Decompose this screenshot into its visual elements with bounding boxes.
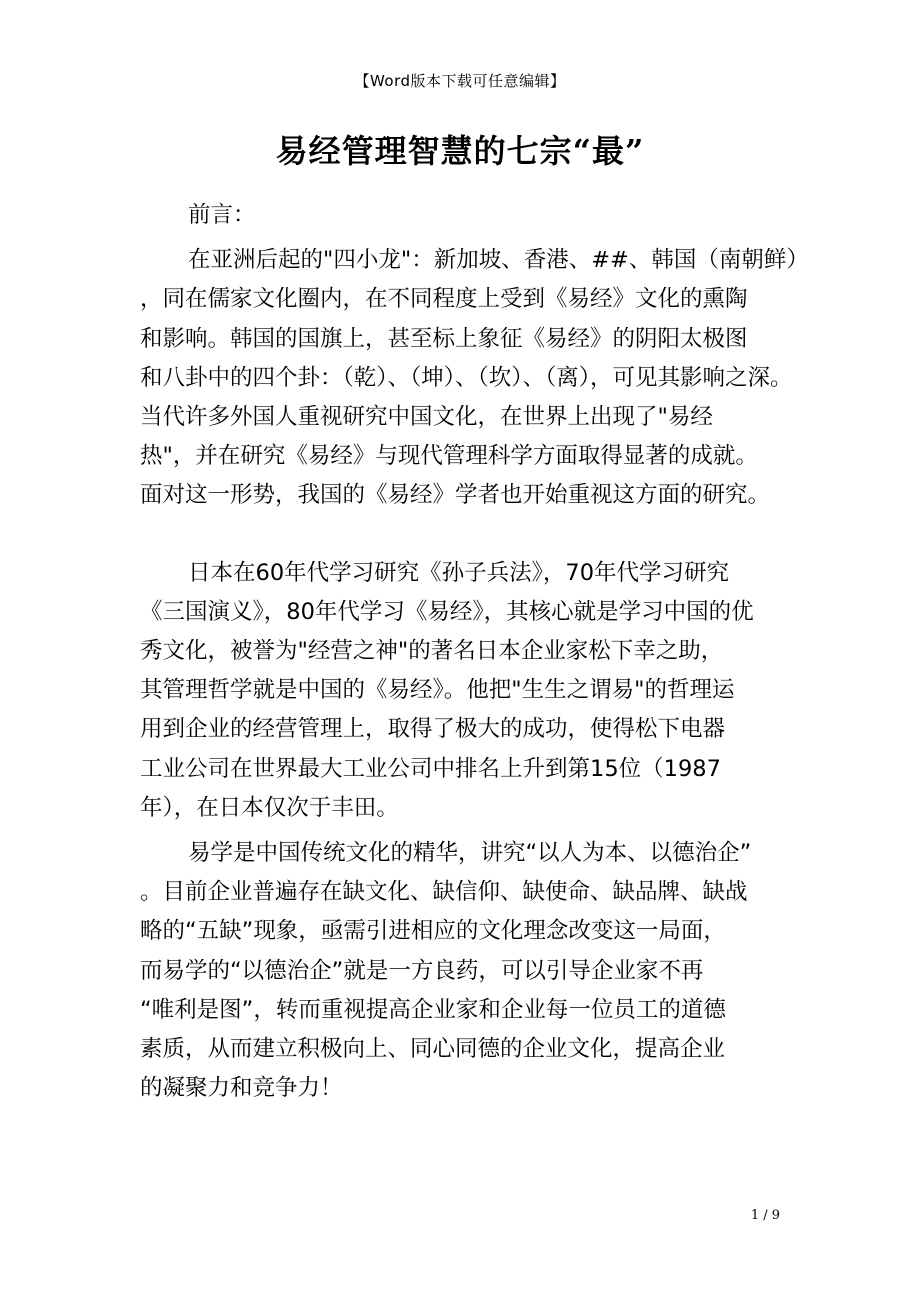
paragraph-japan [140,554,800,828]
paragraph-line: 易学是中国传统文化的精华，讲究“以人为本、以德治企” [188,840,752,867]
page-header-banner: 【Word版本下载可任意编辑】 [354,72,566,90]
paragraph-line: 的凝聚力和竞争力！ [140,1075,343,1102]
paragraph-line: 。目前企业普遍存在缺文化、缺信仰、缺使命、缺品牌、缺战 [140,879,748,906]
document-title: 易经管理智慧的七宗“最” [275,132,645,170]
paragraph-line: 用到企业的经营管理上，取得了极大的成功，使得松下电器 [140,716,726,743]
paragraph-line: 秀文化，被誉为"经营之神"的著名日本企业家松下幸之助， [140,638,724,665]
paragraph-line: ，同在儒家文化圈内，在不同程度上受到《易经》文化的熏陶 [140,286,748,313]
preface-label-paragraph [140,196,800,235]
paragraph-line: 当代许多外国人重视研究中国文化，在世界上出现了"易经 [140,404,713,431]
paragraph-line: 面对这一形势，我国的《易经》学者也开始重视这方面的研究。 [140,482,771,509]
paragraph-line: 和影响。韩国的国旗上，甚至标上象征《易经》的阴阳太极图 [140,325,748,352]
document-body [140,196,809,1108]
paragraph-line: “唯利是图”，转而重视提高企业家和企业每一位员工的道德 [140,996,726,1023]
paragraph-line: 日本在60年代学习研究《孙子兵法》，70年代学习研究 [188,559,730,586]
paragraph-asia-dragons [140,241,809,515]
paragraph-line: 素质，从而建立积极向上、同心同德的企业文化，提高企业 [140,1036,726,1063]
paragraph-line: 热"，并在研究《易经》与现代管理科学方面取得显著的成就。 [140,443,758,470]
paragraph-line: 其管理哲学就是中国的《易经》。他把"生生之谓易"的哲理运 [140,677,735,704]
paragraph-line: 工业公司在世界最大工业公司中排名上升到第15位（1987 [140,755,721,782]
paragraph-line: 《三国演义》，80年代学习《易经》，其核心就是学习中国的优 [140,598,754,625]
paragraph-line: 年），在日本仅次于丰田。 [140,794,399,821]
page-number: 1 / 9 [750,1208,780,1223]
paragraph-line: 略的“五缺”现象，亟需引进相应的文化理念改变这一局面， [140,918,726,945]
paragraph-yixue [140,834,800,1108]
preface-label: 前言： [188,202,256,228]
paragraph-line: 和八卦中的四个卦：（乾）、（坤）、（坎）、（离），可见其影响之深。 [140,364,793,391]
paragraph-line: 在亚洲后起的"四小龙"：新加坡、香港、##、韩国（南朝鲜） [188,247,809,274]
paragraph-line: 而易学的“以德治企”就是一方良药，可以引导企业家不再 [140,957,704,984]
